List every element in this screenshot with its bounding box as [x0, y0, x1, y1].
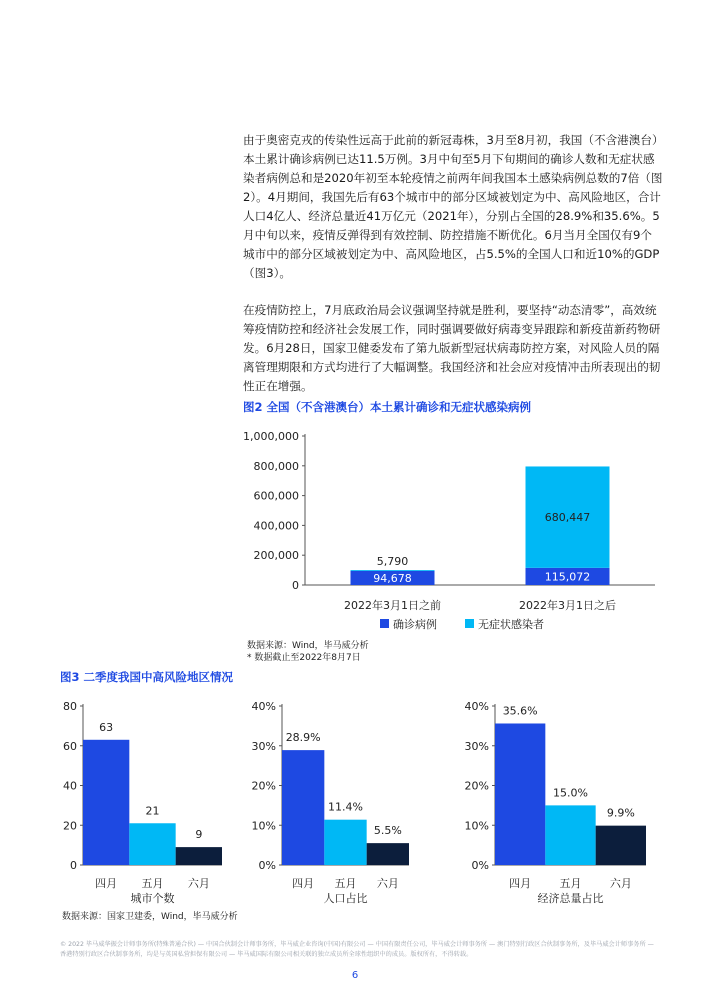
data-label: 5.5% — [373, 824, 402, 838]
y-tick-label: 0 — [70, 859, 77, 872]
x-tick-label: 六月 — [609, 877, 632, 890]
y-tick-label: 80 — [63, 700, 77, 713]
fig2-source — [247, 640, 369, 664]
fig3-chart-population — [240, 696, 445, 911]
x-axis-label: 经济总量占比 — [537, 892, 604, 905]
y-tick-label: 40% — [251, 700, 276, 713]
fig3-source: 数据来源：国家卫建委，Wind，毕马威分析 — [62, 912, 238, 922]
y-tick-label: 10% — [251, 819, 276, 833]
fig3-chart-cities — [55, 696, 240, 911]
fig3-title: 图3 二季度我国中高风险地区情况 — [60, 670, 234, 684]
paragraph-2: 在疫情防控上，7月底政治局会议强调坚持就是胜利，要坚持“动态清零”，高效统筹疫情防控和经济社会发展工作，同时强调要做好病毒变异跟踪和新疫苗新药物研发。6月28日，国家卫健委发布了第九版新型冠状病毒防控方案，对风险人员的隔离管理期限和方式均进行了大幅调整。我国经济和社会应对疫情冲击所表现出的韧性正在增强。 — [243, 303, 661, 393]
bar — [324, 820, 366, 865]
bar — [282, 750, 324, 865]
x-tick-label: 2022年3月1日之后 — [519, 599, 616, 612]
x-axis-label: 城市个数 — [130, 892, 175, 905]
fig3-chart-gdp — [448, 696, 658, 911]
data-label: 63 — [99, 720, 114, 734]
bar — [83, 740, 129, 865]
x-tick-label: 2022年3月1日之前 — [344, 599, 441, 612]
data-label: 9 — [195, 828, 203, 842]
data-label: 28.9% — [285, 731, 321, 745]
legend-label: 确诊病例 — [393, 618, 437, 631]
y-tick-label: 10% — [464, 819, 489, 833]
paragraph-1: 由于奥密克戎的传染性远高于此前的新冠毒株，3月至8月初，我国（不含港澳台）本土累计确诊病例已达11.5万例。3月中旬至5月下旬期间的确诊人数和无症状感染者病例总和是2020年初至本轮疫情之前两年间我国本土感染病例总数的7倍（图2）。4月期间，我国先后有63个城市中的部分区域被划定为中、高风险地区，合计人口4亿人、经济总量近41万亿元（2021年），分别占全国的28.9%和35.6%。5月中旬以来，疫情反弹得到有效控制、防控措施不断优化。6月当月全国仅有9个城市中的部分区域被划定为中、高风险地区，占5.5%的全国人口和近10%的GDP（图3）。 — [243, 133, 663, 280]
data-label: 15.0% — [553, 786, 588, 800]
y-tick-label: 600,000 — [253, 489, 299, 503]
data-label: 11.4% — [328, 800, 363, 814]
y-tick-label: 0% — [471, 859, 489, 872]
y-tick-label: 0 — [292, 579, 299, 592]
legend-swatch — [465, 619, 474, 628]
y-tick-label: 400,000 — [253, 519, 299, 533]
page-number: 6 — [351, 970, 359, 981]
data-label: 21 — [145, 804, 160, 818]
fig2-title: 图2 全国（不含港澳台）本土累计确诊和无症状感染病例 — [243, 400, 532, 414]
x-tick-label: 六月 — [376, 877, 399, 890]
y-tick-label: 40 — [63, 779, 77, 793]
y-tick-label: 0% — [258, 859, 276, 872]
bar-asymptomatic — [351, 570, 435, 571]
data-label-asymptomatic: 680,447 — [544, 511, 591, 525]
x-tick-label: 五月 — [141, 877, 164, 890]
y-tick-label: 20% — [464, 779, 489, 793]
x-axis-label: 人口占比 — [323, 892, 368, 905]
bar — [495, 723, 545, 865]
data-label: 9.9% — [606, 806, 635, 820]
fig2-source-line: 数据来源：Wind，毕马威分析 — [247, 641, 369, 651]
bar — [367, 843, 409, 865]
x-tick-label: 四月 — [509, 877, 532, 890]
footer-disclaimer: © 2022 毕马威华振会计师事务所(特殊普通合伙) — 中国合伙制会计师事务所，毕马威企业咨询(中国)有限公司 — 中国有限责任公司，毕马威会计师事务所 — 澳门特别行政区合伙制事务所，及毕马威会计师事务所 — 香港特别行政区合伙制事务所，均是与英国私营担保有限公司 — 毕马威国际有限公司相关联的独立成员所全球性组织中的成员。版权所有，不得转载。 — [60, 941, 654, 958]
x-tick-label: 四月 — [292, 877, 315, 890]
legend-swatch — [380, 619, 389, 628]
bar — [176, 847, 222, 865]
data-label: 35.6% — [502, 704, 538, 718]
bar — [545, 805, 595, 865]
x-tick-label: 五月 — [559, 877, 582, 890]
fig2-note-line: * 数据截止至2022年8月7日 — [247, 653, 361, 663]
y-tick-label: 200,000 — [253, 549, 299, 563]
bar — [596, 826, 646, 865]
data-label-asymptomatic: 5,790 — [376, 555, 409, 569]
y-tick-label: 30% — [251, 739, 276, 753]
y-tick-label: 60 — [63, 739, 77, 753]
x-tick-label: 四月 — [95, 877, 118, 890]
y-tick-label: 30% — [464, 739, 489, 753]
y-tick-label: 800,000 — [253, 459, 299, 473]
legend-label: 无症状感染者 — [478, 618, 544, 631]
y-tick-label: 40% — [464, 700, 489, 713]
x-tick-label: 六月 — [187, 877, 210, 890]
data-label-confirmed: 94,678 — [373, 571, 412, 585]
data-label-confirmed: 115,072 — [544, 570, 591, 584]
bar — [129, 823, 175, 865]
fig2-chart — [230, 420, 660, 640]
y-tick-label: 1,000,000 — [243, 430, 299, 443]
y-tick-label: 20% — [251, 779, 276, 793]
y-tick-label: 20 — [63, 819, 77, 833]
x-tick-label: 五月 — [334, 877, 357, 890]
